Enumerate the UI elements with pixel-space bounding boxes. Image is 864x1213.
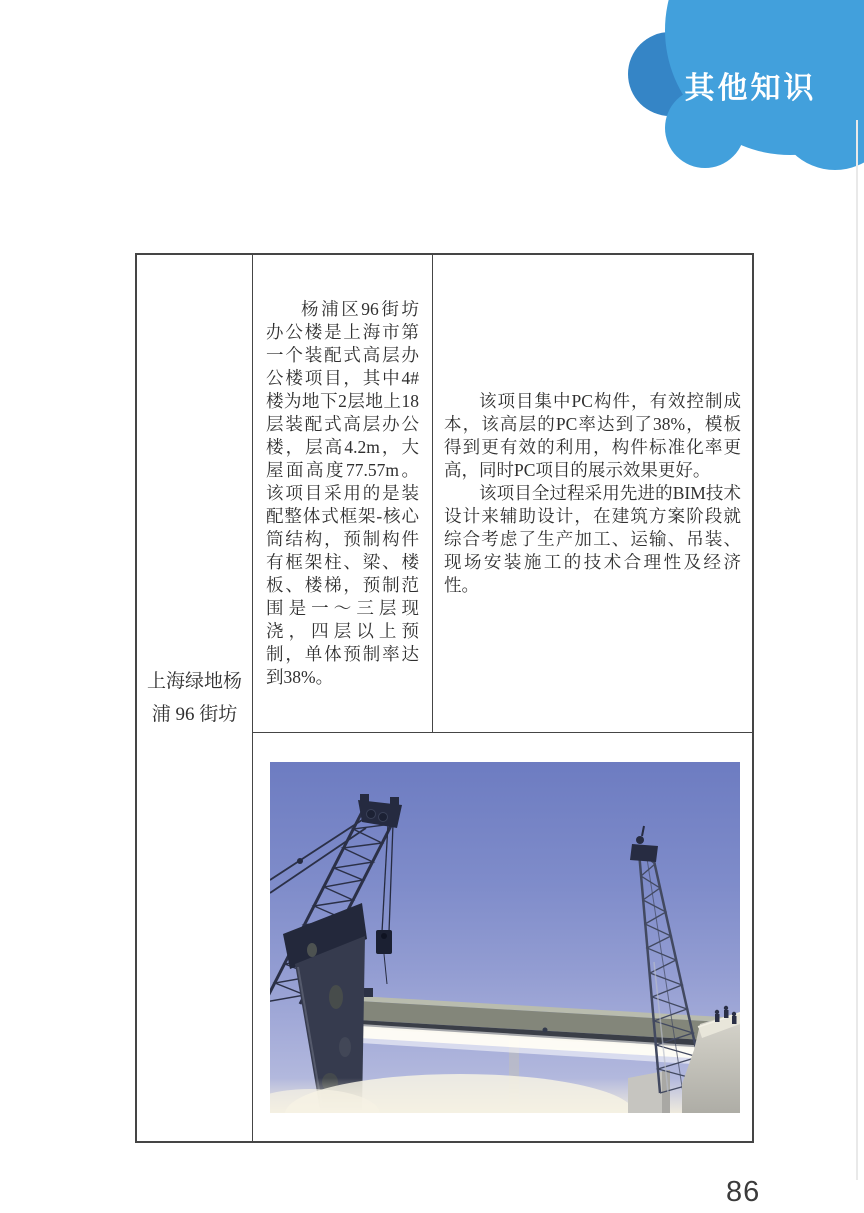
table-cell-pc-bim-notes — [433, 255, 752, 733]
project-overview-text: 杨浦区96街坊办公楼是上海市第一个装配式高层办公楼项目，其中4#楼为地下2层地上18层装配式高层办公楼，层高4.2m，大屋面高度77.57m。该项目采用的是装配整体式框架-核心筒结构，预制构件有框架柱、梁、楼板、楼梯，预制范围是一～三层现浇，四层以上预制，单体预制率达到38%。 — [266, 299, 419, 687]
table-cell-project-name — [137, 255, 253, 1141]
page-edge-shadow — [856, 120, 858, 1180]
project-name-label: 上海绿地杨浦 96 街坊 — [146, 671, 242, 725]
bim-notes-text: 该项目全过程采用先进的BIM技术设计来辅助设计，在建筑方案阶段就综合考虑了生产加工、运输、吊装、现场安装施工的技术合理性及经济性。 — [444, 483, 741, 595]
table-cell-photo — [253, 733, 752, 1141]
project-table — [135, 253, 754, 1143]
construction-site-photo — [270, 762, 740, 1113]
section-badge-label: 其他知识 — [684, 72, 817, 105]
page-number: 86 — [726, 1176, 761, 1208]
table-cell-project-overview — [253, 255, 433, 733]
pc-notes-text: 该项目集中PC构件，有效控制成本，该高层的PC率达到了38%，模板得到更有效的利用，构件标准化率更高，同时PC项目的展示效果更好。 — [444, 391, 741, 480]
